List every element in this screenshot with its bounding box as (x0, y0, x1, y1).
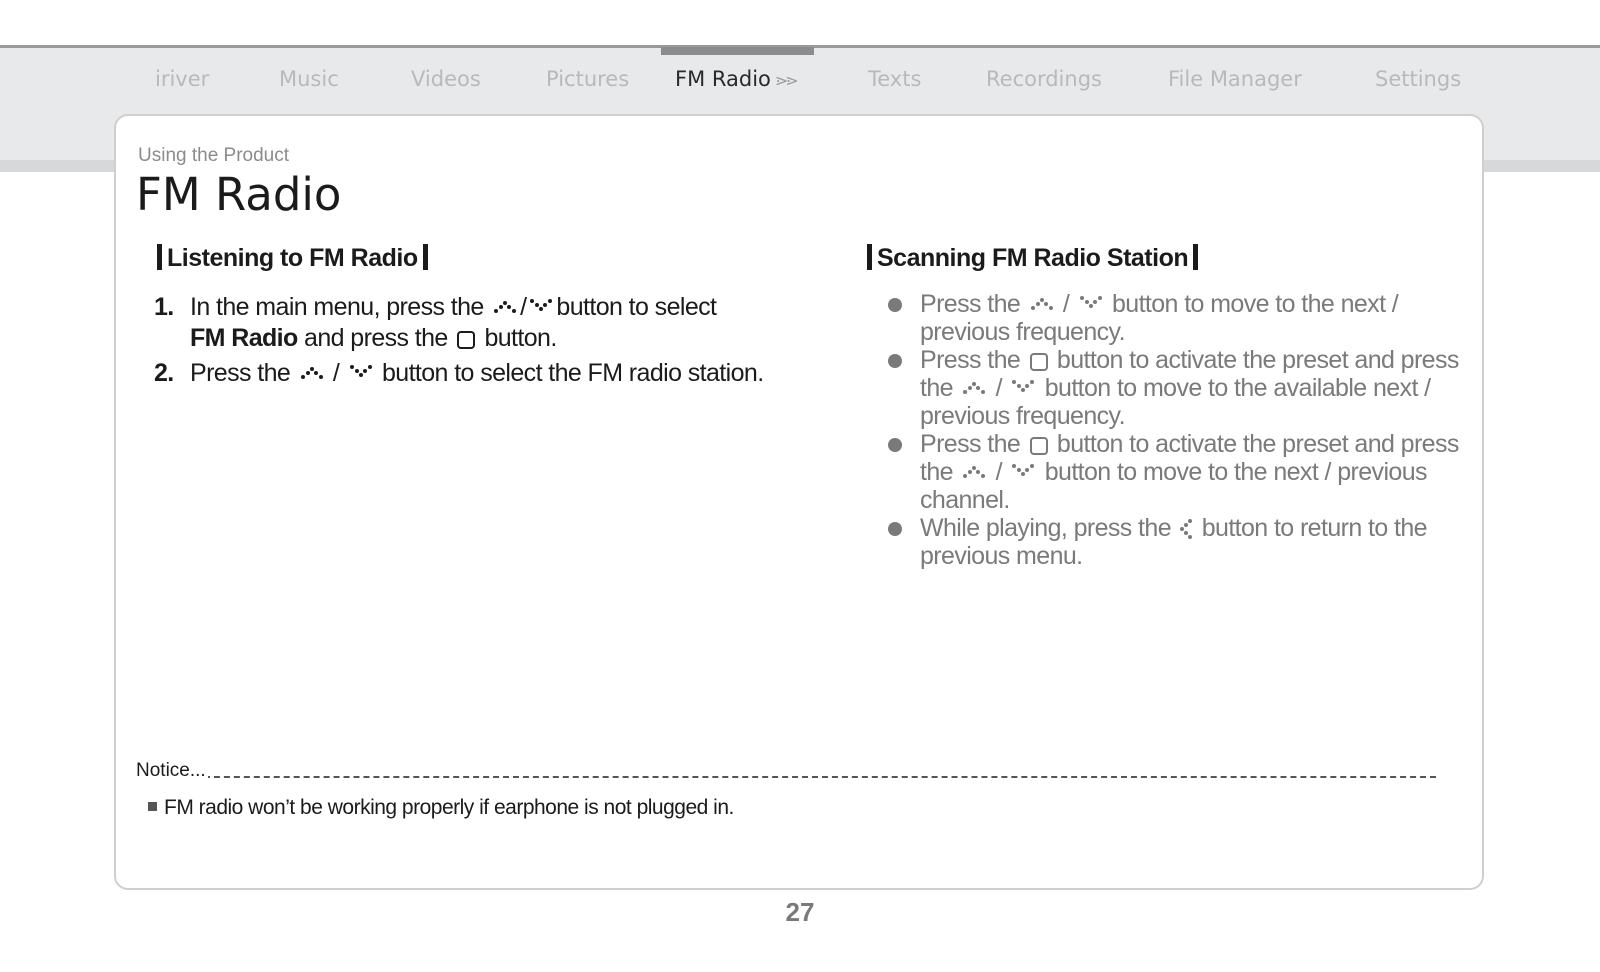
step-text: and press the (297, 324, 455, 352)
tab-fm-radio[interactable] (675, 64, 796, 94)
list-item: 2. Press the / button to select the FM radio station. (154, 359, 764, 387)
breadcrumb: Using the Product (138, 145, 290, 166)
list-item: 1. In the main menu, press the / button to select FM Radio and press the button. (154, 293, 717, 352)
heading-bar-left (867, 244, 872, 270)
bullet-text: button to move to the available next / previous frequency. (920, 374, 1431, 430)
bullet-dot (888, 354, 902, 368)
notice-label-text: Notice (136, 760, 190, 781)
up-dots-icon (299, 365, 325, 379)
tab-iriver[interactable]: iriver (155, 67, 210, 91)
bullet-dot (888, 522, 902, 536)
down-dots-icon (1078, 296, 1104, 310)
down-dots-icon (1010, 380, 1036, 394)
list-item: Press the button to activate the preset and press the / button to move to the next / previous channel. (884, 430, 1484, 514)
scanning-bullets (884, 290, 1484, 570)
up-dots-icon (961, 380, 987, 394)
step-text: Press the (190, 359, 297, 387)
step-bold-term: FM Radio (190, 324, 298, 352)
step-text: button. (478, 324, 557, 352)
notice-header (136, 760, 1436, 784)
list-item (884, 514, 1484, 570)
down-dots-icon (348, 365, 374, 379)
step-text: button to select the FM radio station. (375, 359, 764, 387)
up-dots-icon (492, 299, 518, 313)
notice-text: FM radio won’t be working properly if earphone is not plugged in. (164, 796, 734, 819)
square-button-icon (1030, 437, 1048, 455)
bullet-text: button to return to the previous menu. (920, 514, 1427, 570)
step-text: button to select (556, 293, 717, 321)
step-text: In the main menu, press the (190, 293, 484, 321)
up-dots-icon (961, 464, 987, 478)
listening-steps (154, 292, 794, 393)
step-number: 2. (154, 359, 174, 387)
content-panel (114, 114, 1484, 890)
page-title: FM Radio (136, 168, 342, 221)
tab-pictures[interactable]: Pictures (546, 67, 630, 91)
listening-heading-text: Listening to FM Radio (167, 244, 418, 272)
bullet-text: Press the (920, 346, 1027, 374)
bullet-text: button to move to the next / previous frequency. (920, 290, 1399, 346)
heading-bar-right (423, 244, 428, 270)
scanning-heading (862, 244, 1203, 273)
list-item: Press the button to activate the preset and press the / button to move to the available next / previous frequency. (884, 346, 1484, 430)
tab-settings[interactable]: Settings (1375, 67, 1462, 91)
double-chevron-right-icon: ⋗⋗ (774, 71, 796, 90)
back-dots-icon (1179, 518, 1193, 540)
tab-texts[interactable]: Texts (868, 67, 922, 91)
listening-heading (152, 244, 433, 273)
heading-bar-right (1193, 244, 1198, 270)
square-bullet-icon (148, 802, 157, 811)
bullet-text: button to move to the next / previous channel. (920, 458, 1427, 514)
tab-fm-radio-label: FM Radio (675, 67, 771, 91)
tab-music[interactable]: Music (279, 67, 339, 91)
notice-dashed-divider (194, 776, 1436, 778)
bullet-text: Press the (920, 290, 1027, 318)
bullet-text: Press the (920, 430, 1027, 458)
tab-recordings[interactable]: Recordings (986, 67, 1102, 91)
bullet-dot (888, 438, 902, 452)
bullet-text: button to activate the preset and press the (920, 346, 1459, 402)
square-button-icon (1030, 353, 1048, 371)
active-tab-indicator (661, 47, 814, 55)
step-number: 1. (154, 293, 174, 321)
tab-file-manager[interactable]: File Manager (1168, 67, 1302, 91)
list-item: Press the / button to move to the next / previous frequency. (884, 290, 1484, 346)
notice-label: Notice... (136, 760, 206, 781)
up-dots-icon (1029, 296, 1055, 310)
heading-bar-left (157, 244, 162, 270)
down-dots-icon (528, 299, 554, 313)
tab-videos[interactable]: Videos (411, 67, 481, 91)
scanning-heading-text: Scanning FM Radio Station (877, 244, 1189, 272)
page-number: 27 (785, 897, 815, 927)
down-dots-icon (1010, 464, 1036, 478)
square-button-icon (457, 331, 475, 349)
bullet-text: button to activate the preset and press the (920, 430, 1459, 486)
bullet-dot (888, 298, 902, 312)
bullet-text: While playing, press the (920, 514, 1178, 542)
